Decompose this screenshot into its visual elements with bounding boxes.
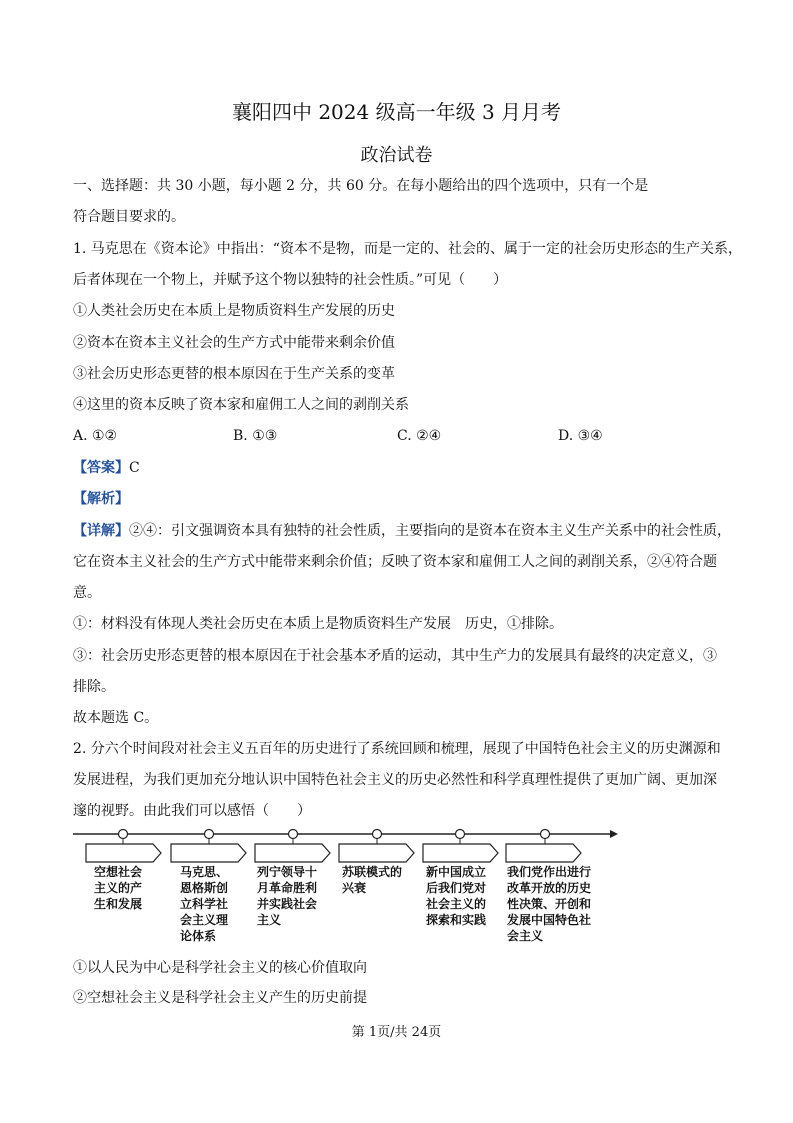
timeline-label-3: 列宁领导十 月革命胜利 并实践社会 主义 <box>257 865 318 927</box>
timeline-arrowhead <box>610 830 618 838</box>
q1-item-1: ①人类社会历史在本质上是物质资料生产发展的历史 <box>73 303 395 319</box>
timeline-label-5: 新中国成立 后我们党对 社会主义的 探索和实践 <box>426 865 487 927</box>
q1-exclude-3-line1: ③：社会历史形态更替的根本原因在于社会基本矛盾的运动，其中生产力的发展具有最终的决定意义，③ <box>73 648 717 664</box>
timeline-label-6: 我们党作出进行 改革开放的历史 性决策、开创和 发展中国特色社 会主义 <box>507 865 592 943</box>
q2-stem-line3: 邃的视野。由此我们可以感悟（ ） <box>73 803 311 819</box>
q2-item-2: ②空想社会主义是科学社会主义产生的历史前提 <box>73 990 367 1006</box>
q1-item-3: ③社会历史形态更替的根本原因在于生产关系的变革 <box>73 366 395 382</box>
q1-item-2: ②资本在资本主义社会的生产方式中能带来剩余价值 <box>73 335 395 351</box>
timeline-label-2: 马克思、 恩格斯创 立科学社 会主义理 论体系 <box>180 865 229 943</box>
analysis-label: 【解析】 <box>73 491 129 507</box>
q1-stem-line2: 后者体现在一个物上，并赋予这个物以独特的社会性质。”可见（ ） <box>73 272 508 288</box>
q2-stem-line2: 发展进程，为我们更加充分地认识中国特色社会主义的历史必然性和科学真理性提供了更加广阔、更加深 <box>73 772 717 788</box>
detail-label: 【详解】 <box>73 523 129 539</box>
exam-title: 襄阳四中 2024 级高一年级 3 月月考 <box>231 100 562 124</box>
answer-label: 【答案】 <box>73 460 129 476</box>
section-instructions-line1: 一、选择题：共 30 小题，每小题 2 分，共 60 分。在每小题给出的四个选项中，只有一个是 <box>73 178 649 194</box>
section-instructions-line2: 符合题目要求的。 <box>73 209 185 225</box>
q2-item-1: ①以人民为中心是科学社会主义的核心价值取向 <box>73 960 367 976</box>
q1-option-c: C. ②④ <box>397 428 442 444</box>
q1-option-a: A. ①② <box>73 428 118 444</box>
q1-exclude-3-line2: 排除。 <box>73 679 115 695</box>
q2-stem-line1: 2. 分六个时间段对社会主义五百年的历史进行了系统回顾和梳理，展现了中国特色社会主义的历史渊源和 <box>73 741 721 757</box>
q1-analysis <box>73 489 129 509</box>
q1-detail-line2: 它在资本主义社会的生产方式中能带来剩余价值；反映了资本家和雇佣工人之间的剥削关系，②④符合题 <box>73 554 717 570</box>
q1-option-b: B. ①③ <box>233 428 278 444</box>
timeline-label-4: 苏联模式的 兴衰 <box>342 865 403 895</box>
exam-subtitle: 政治试卷 <box>360 145 433 166</box>
history-timeline <box>70 822 630 952</box>
q1-option-d: D. ③④ <box>558 428 603 444</box>
answer-value: C <box>129 460 140 476</box>
q1-stem-line1: 1. 马克思在《资本论》中指出：“资本不是物，而是一定的、社会的、属于一定的社会历史形态的生产关系， <box>73 241 742 257</box>
q1-item-4: ④这里的资本反映了资本家和雇佣工人之间的剥削关系 <box>73 397 409 413</box>
q1-detail-line1 <box>73 521 731 541</box>
q1-exclude-1: ①：材料没有体现人类社会历史在本质上是物质资料生产发展 历史，①排除。 <box>73 616 563 632</box>
q1-answer <box>73 458 140 478</box>
page-footer: 第 1页/共 24页 <box>351 1025 442 1040</box>
q1-conclusion: 故本题选 C。 <box>73 710 159 726</box>
detail-text-1: ②④：引文强调资本具有独特的社会性质，主要指向的是资本在资本主义生产关系中的社会性质， <box>129 523 731 539</box>
q1-detail-line3: 意。 <box>73 585 101 601</box>
timeline-label-1: 空想社会 主义的产 生和发展 <box>94 865 143 911</box>
